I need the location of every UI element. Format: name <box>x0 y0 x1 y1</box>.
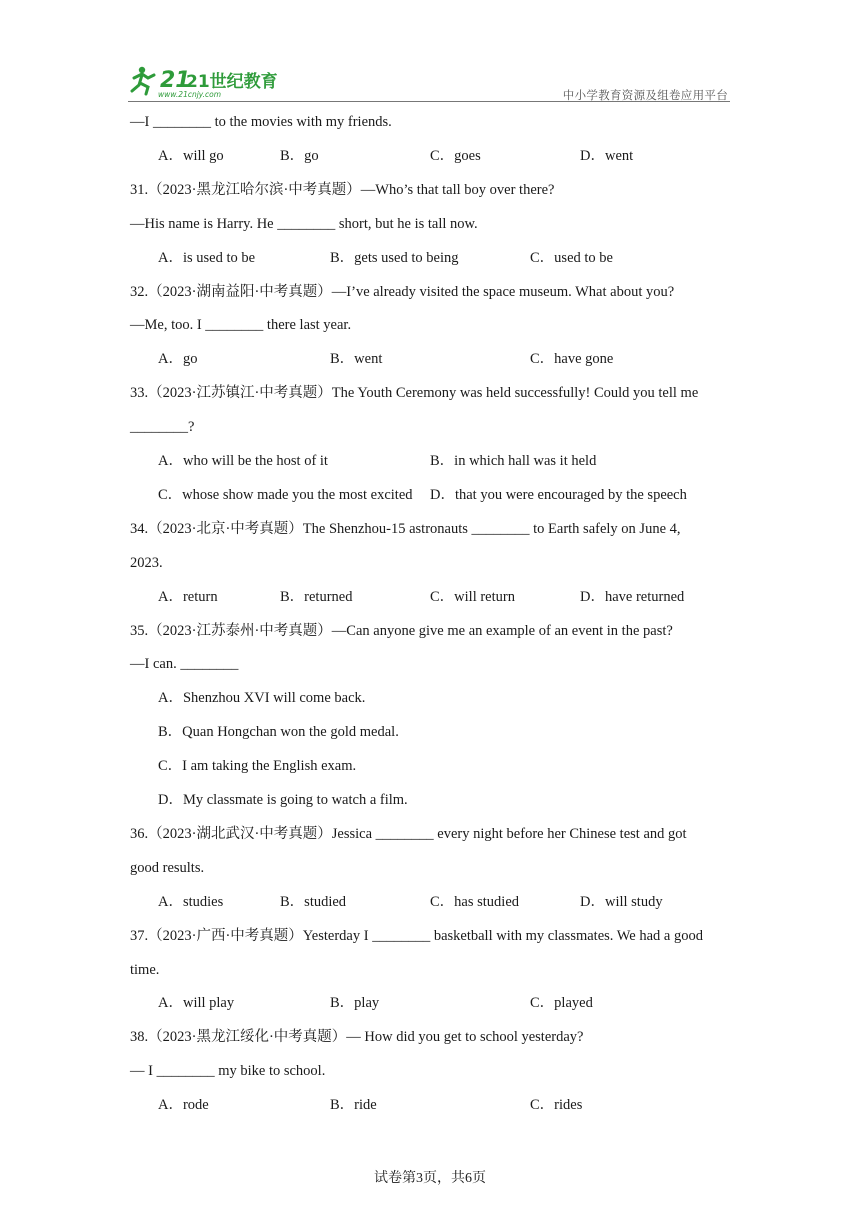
answer-option: A．will go <box>158 148 224 164</box>
svg-text:21: 21 <box>160 68 191 93</box>
answer-option: B．play <box>330 995 380 1011</box>
platform-name: 中小学教育资源及组卷应用平台 <box>562 88 728 102</box>
answer-option: B．gets used to being <box>330 250 459 266</box>
question-line: — I ________ my bike to school. <box>130 1063 326 1079</box>
answer-option: C．I am taking the English exam. <box>158 758 357 774</box>
answer-option: C．will return <box>430 589 515 605</box>
21cnjy-logo <box>128 62 278 102</box>
answer-option: C．used to be <box>530 250 613 266</box>
question-line: time. <box>130 962 160 978</box>
question-line: good results. <box>130 860 205 876</box>
answer-option: B．ride <box>330 1097 377 1113</box>
answer-option: D．will study <box>580 894 663 910</box>
answer-option: C．have gone <box>530 351 614 367</box>
answer-option: A．is used to be <box>158 250 256 266</box>
question-line: 31.（2023·黑龙江哈尔滨·中考真题）—Who’s that tall boy over there? <box>130 182 555 198</box>
answer-option: B．go <box>280 148 319 164</box>
answer-option: A．will play <box>158 995 235 1011</box>
answer-option: D．went <box>580 148 634 164</box>
answer-option: A．studies <box>158 894 224 910</box>
page-footer: 试卷第3页，共6页 <box>374 1171 486 1186</box>
answer-option: A．Shenzhou XVI will come back. <box>158 690 366 706</box>
question-line: 34.（2023·北京·中考真题）The Shenzhou-15 astronauts ________ to Earth safely on June 4, <box>130 521 681 537</box>
question-line: 37.（2023·广西·中考真题）Yesterday I ________ basketball with my classmates. We had a good <box>130 928 703 944</box>
answer-option: D．that you were encouraged by the speech <box>430 487 687 503</box>
question-line: ________? <box>130 419 195 435</box>
question-line: 35.（2023·江苏泰州·中考真题）—Can anyone give me an example of an event in the past? <box>130 623 673 639</box>
answer-option: A．who will be the host of it <box>158 453 328 469</box>
question-line: —I can. ________ <box>130 656 239 672</box>
question-line: 2023. <box>130 555 163 571</box>
question-line: —I ________ to the movies with my friends. <box>130 114 392 130</box>
question-line: —Me, too. I ________ there last year. <box>130 317 352 333</box>
answer-option: B．Quan Hongchan won the gold medal. <box>158 724 399 740</box>
question-line: 32.（2023·湖南益阳·中考真题）—I’ve already visited the space museum. What about you? <box>130 284 675 300</box>
answer-option: D．have returned <box>580 589 685 605</box>
svg-text:www.21cnjy.com: www.21cnjy.com <box>158 90 222 99</box>
answer-option: C．rides <box>530 1097 583 1113</box>
page-header <box>128 62 730 102</box>
question-line: —His name is Harry. He ________ short, but he is tall now. <box>130 216 478 232</box>
question-line: 36.（2023·湖北武汉·中考真题）Jessica ________ every night before her Chinese test and got <box>130 826 687 842</box>
header-divider <box>128 101 730 102</box>
svg-text:21世纪教育: 21世纪教育 <box>186 72 278 92</box>
answer-option: C．whose show made you the most excited <box>158 487 413 503</box>
question-line: 38.（2023·黑龙江绥化·中考真题）— How did you get to school yesterday? <box>130 1029 584 1045</box>
answer-option: D．My classmate is going to watch a film. <box>158 792 408 808</box>
answer-option: C．goes <box>430 148 481 164</box>
answer-option: B．in which hall was it held <box>430 453 597 469</box>
answer-option: C．played <box>530 995 593 1011</box>
answer-option: A．go <box>158 351 198 367</box>
answer-option: B．returned <box>280 589 353 605</box>
answer-option: A．return <box>158 589 218 605</box>
question-line: 33.（2023·江苏镇江·中考真题）The Youth Ceremony was held successfully! Could you tell me <box>130 385 699 401</box>
answer-option: B．studied <box>280 894 347 910</box>
answer-option: A．rode <box>158 1097 209 1113</box>
answer-option: B．went <box>330 351 383 367</box>
answer-option: C．has studied <box>430 894 520 910</box>
